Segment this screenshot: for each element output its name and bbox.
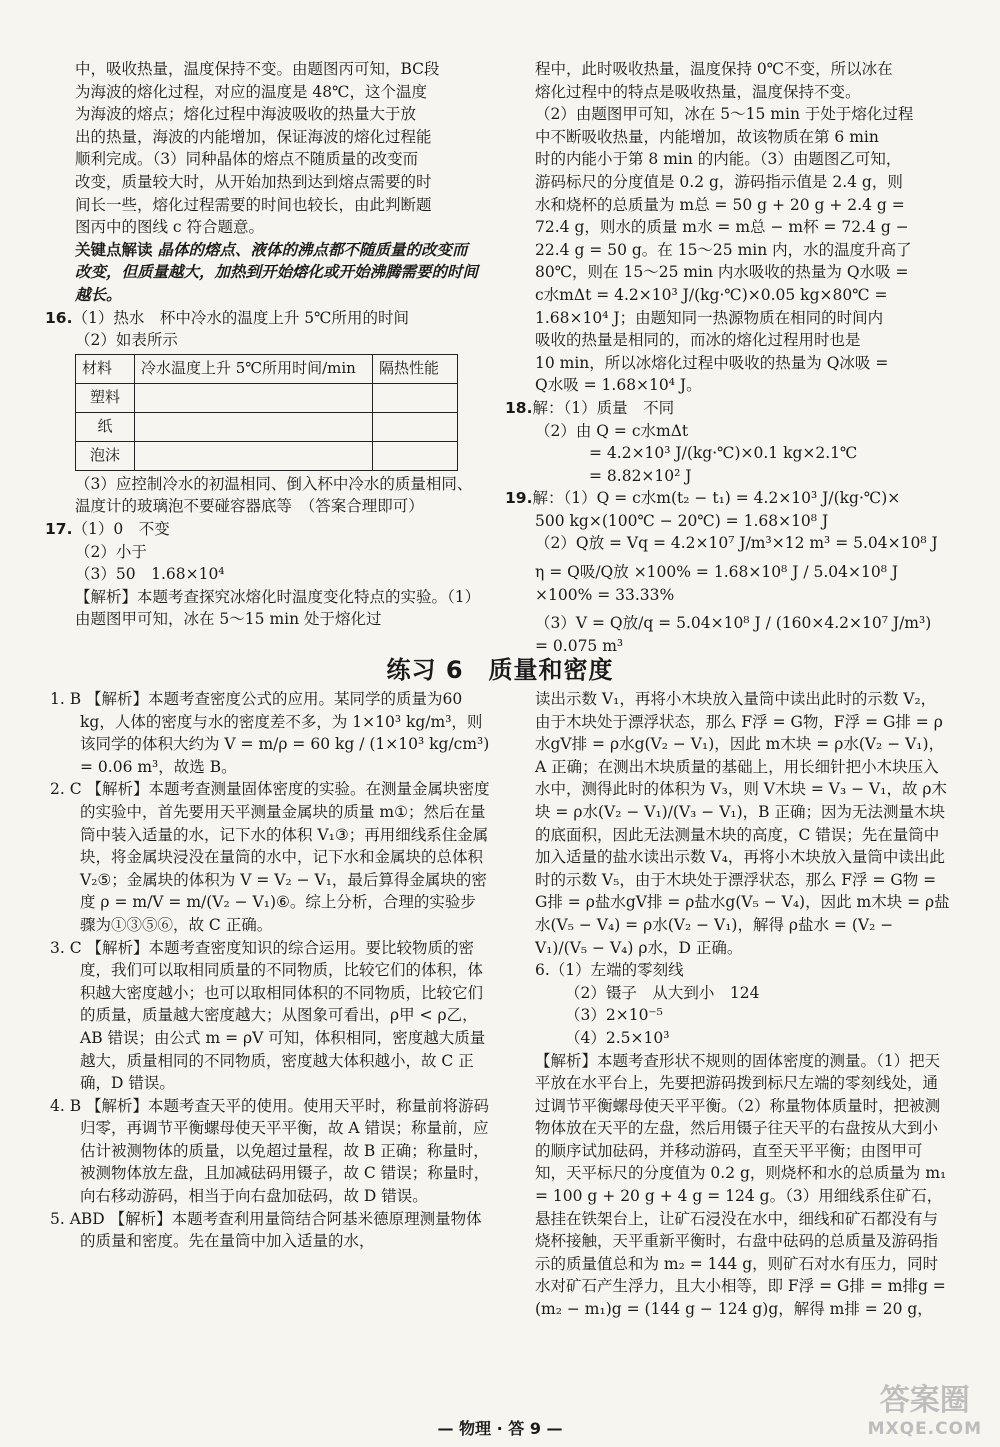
q19-number: 19. [505, 489, 533, 508]
page-footer: — 物理 · 答 9 — [437, 1419, 563, 1438]
text-line: 时的内能小于第 8 min 的内能。（3）由题图乙可知， [535, 150, 902, 169]
table-row [76, 383, 458, 412]
top-left-column [45, 58, 480, 631]
q19-efficiency: η = Q吸/Q放 ×100% = 1.68×10⁸ J / 5.04×10⁸ J ×100% = 33.33% [535, 563, 899, 604]
bottom-right-column [535, 688, 950, 1321]
table-cell: 纸 [76, 412, 135, 441]
q17-analysis: 【解析】本题考查探究冰熔化时温度变化特点的实验。（1）由题图甲可知，冰在 5～15 min 处于熔化过 [75, 587, 473, 629]
key-point [75, 239, 480, 307]
key-point-heading: 关键点解读 [75, 240, 153, 259]
q6-answer-2: （2）镊子 从大到小 124 [565, 983, 760, 1002]
table-header: 冷水温度上升 5℃所用时间/min [135, 354, 373, 383]
q16-number: 16. [45, 308, 73, 327]
text-line: 改变，质量较大时，从开始加热到达到熔点需要的时 [75, 172, 432, 191]
text-line: 80℃，则在 15～25 min 内水吸收的热量为 Q水吸 = [535, 263, 909, 282]
text-line: 中，吸收热量，温度保持不变。由题图丙可知，BC段 [75, 60, 440, 78]
question-18 [505, 397, 940, 487]
q18-answer-1: 18.解：（1）质量 不同 [505, 398, 675, 417]
insulation-table [75, 354, 458, 471]
bottom-left-column [50, 688, 490, 1253]
q16-answer-2: （2）如表所示 [75, 331, 178, 350]
q19-answer-4: （3）V = Q放/q = 5.04×10⁸ J / (160×4.2×10⁷ J/m³) = 0.075 m³ [535, 614, 932, 655]
text-line: 10 min，所以冰熔化过程中吸收的热量为 Q冰吸 = [535, 353, 889, 372]
question-3: 3. C 【解析】本题考查密度知识的综合运用。要比较物质的密度，我们可以取相同质量的不同物质，比较它们的体积，体积越大密度越小；也可以取相同体积的不同物质，比较它们的质量，质量越大密度越大；从图象可看出，ρ甲 < ρ乙，AB 错误；由公式 m = ρV 可知，体积相同，密度越大质量越大，质量相同的不同物质，密度越大体积越小，故 C 正确，D 错误。 [50, 938, 486, 1093]
text-line: 熔化过程中的特点是吸收热量，温度保持不变。 [535, 82, 861, 101]
q6-answer-4: （4）2.5×10³ [565, 1028, 670, 1047]
question-5: 5. ABD 【解析】本题考查利用量筒结合阿基米德原理测量物体的质量和密度。先在量筒中加入适量的水， [50, 1209, 482, 1251]
question-5-continued: 读出示数 V₁，再将小木块放入量筒中读出此时的示数 V₂，由于木块处于漂浮状态，那么 F浮 = G物，F浮 = G排 = ρ水gV排 = ρ水g(V₂ − V₁)，因此 m木块 = ρ水(V₂ − V₁)，A 正确；在测出木块质量的基础上，用长细针把小木块压入水中，测得此时的体积为 V₃，则 V木块 = V₃ − V₁，故 ρ木块 = ρ水(V₂ − V₁)/(V₃ − V₁)，B 正确；因为无法测量木块的底面积，因此无法测量木块的高度，C 错误；先在量筒中加入适量的盐水读出示数 V₄，再将小木块放入量筒中读出此时的示数 V₅，由于木块处于漂浮状态，那么 F浮 = G物 = G排 = ρ盐水gV排 = ρ盐水g(V₅ − V₄)，因此 m木块 = ρ盐水(V₅ − V₄) = ρ水(V₂ − V₁)，解得 ρ盐水 = (V₂ − V₁)/(V₅ − V₄) ρ水，D 正确。 [535, 690, 950, 957]
text-line: 游码标尺的分度值是 0.2 g，游码指示值是 2.4 g，则 [535, 172, 903, 191]
text-line: 为海波的熔点；熔化过程中海波吸收的热量大于放 [75, 105, 417, 124]
text-line: 间长一些，熔化过程需要的时间也较长，由此判断题 [75, 195, 432, 214]
q18-number: 18. [505, 398, 533, 417]
table-header-row [76, 354, 458, 383]
text-line: 出的热量，海波的内能增加，保证海波的熔化过程能 [75, 127, 432, 146]
table-row [76, 441, 458, 470]
question-19 [505, 487, 940, 657]
text-line: 1.68×10⁴ J；由题知同一热源物质在相同的时间内 [535, 308, 884, 327]
table-header: 隔热性能 [373, 354, 458, 383]
q19-answer-1: 19.解：（1）Q = c水m(t₂ − t₁) = 4.2×10³ J/(kg·℃)× [505, 489, 901, 508]
q17-answer-1: 17.（1）0 不变 [45, 519, 170, 538]
q6-analysis: 【解析】本题考查形状不规则的固体密度的测量。（1）把天平放在水平台上，先要把游码拨到标尺左端的零刻线处，通过调节平衡螺母使天平平衡。（2）称量物体质量时，把被测物体放在天平的左盘，然后用镊子往天平的右盘按从大到小的顺序试加砝码，并移动游码，直至天平平衡；由图甲可知，天平标尺的分度值为 0.2 g，则烧杯和水的总质量为 m₁ = 100 g + 20 g + 4 g = 124 g。（3）用细线系住矿石，悬挂在铁架台上，让矿石浸没在水中，细线和矿石都没有与烧杯接触，天平重新平衡时，右盘中砝码的总质量及游码指示的质量值总和为 m₂ = 144 g，则矿石对水有压力，同时水对矿石产生浮力，且大小相等，即 F浮 = G排 = m排g = (m₂ − m₁)g = (144 g − 124 g)g，解得 m排 = 20 g， [535, 1051, 947, 1319]
q17-number: 17. [45, 519, 73, 538]
q6-answer-3: （3）2×10⁻⁵ [565, 1006, 663, 1025]
text-line: 22.4 g = 50 g。在 15～25 min 内，水的温度升高了 [535, 240, 912, 259]
question-2: 2. C 【解析】本题考查测量固体密度的实验。在测量金属块密度的实验中，首先要用天平测量金属块的质量 m①；然后在量筒中装入适量的水，记下水的体积 V₁③；再用细线系住金属块，将金属块浸没在量筒的水中，记下水和金属块的总体积 V₂⑤；金属块的体积为 V = V₂ − V₁，最后算得金属块的密度 ρ = m/V = m/(V₂ − V₁)⑥。综上分析，合理的实验步骤为①③⑤⑥，故 C 正确。 [50, 780, 490, 934]
table-row [76, 412, 458, 441]
text-line: 图丙中的图线 c 符合题意。 [75, 218, 265, 237]
watermark-logo [868, 1375, 982, 1439]
q19-answer-1b: 500 kg×(100℃ − 20℃) = 1.68×10⁸ J [535, 511, 829, 530]
table-cell: 泡沫 [76, 441, 135, 470]
text-line: （2）由题图甲可知，冰在 5～15 min 于处于熔化过程 [535, 105, 914, 124]
q18-formula-1: = 4.2×10³ J/(kg·℃)×0.1 kg×2.1℃ [589, 444, 858, 463]
text-line: c水mΔt = 4.2×10³ J/(kg·℃)×0.05 kg×80℃ = [535, 285, 888, 304]
question-16 [45, 307, 480, 518]
question-6 [535, 959, 950, 1321]
key-point-text: 晶体的熔点、液体的沸点都不随质量的改变而改变，但质量越大，加热到开始熔化或开始沸腾需要的时间越长。 [75, 239, 479, 304]
top-right-column [505, 58, 940, 663]
q16-answer-3: （3）应控制冷水的初温相同、倒入杯中冷水的质量相同、温度计的玻璃泡不要碰容器底等 （答案合理即可） [75, 474, 473, 516]
question-17 [45, 518, 480, 631]
question-4: 4. B 【解析】本题考查天平的使用。使用天平时，称量前将游码归零，再调节平衡螺母使天平平衡，故 A 错误；称量前，应估计被测物体的质量，以免超过量程，故 B 正确；称量时，被测物体放左盘，且加减砝码用镊子，故 C 错误；称量时，向右移动游码，相当于向右盘加砝码，故 D 错误。 [50, 1096, 490, 1206]
text-line: 顺利完成。（3）同种晶体的熔点不随质量的改变而 [75, 150, 419, 169]
text-line: 中不断吸收热量，内能增加，故该物质在第 6 min [535, 127, 879, 146]
watermark-title: 答案圈 [879, 1383, 970, 1418]
text-line: 72.4 g，则水的质量 m水 = m总 − m杯 = 72.4 g − [535, 218, 909, 237]
q16-table-wrap [45, 354, 480, 471]
question-1: 1. B 【解析】本题考查密度公式的应用。某同学的质量为60 kg，人体的密度与水的密度差不多，为 1×10³ kg/m³，则该同学的体积大约为 V = m/ρ = 60 kg / (1×10³ kg/cm³) = 0.06 m³，故选 B。 [50, 690, 490, 776]
q19-answer-2: （2）Q放 = Vq = 4.2×10⁷ J/m³×12 m³ = 5.04×10⁸ J [535, 534, 938, 553]
text-line: 吸收的热量是相同的，而冰的熔化过程用时也是 [535, 331, 861, 350]
text-line: 水和烧杯的总质量为 m总 = 50 g + 20 g + 2.4 g = [535, 195, 905, 214]
watermark-url: MXQE.COM [867, 1419, 982, 1439]
q6-answer-1: 6.（1）左端的零刻线 [535, 961, 684, 980]
table-cell: 塑料 [76, 383, 135, 412]
text-line: 程中，此时吸收热量，温度保持 0℃不变，所以冰在 [535, 60, 893, 78]
section-title: 练习 6 质量和密度 [386, 656, 614, 684]
q18-formula-2: = 8.82×10² J [589, 466, 692, 485]
q17-answer-2: （2）小于 [75, 542, 147, 561]
q18-answer-2: （2）由 Q = c水mΔt [535, 421, 689, 440]
text-line: Q水吸 = 1.68×10⁴ J。 [535, 376, 702, 395]
table-header: 材料 [76, 354, 135, 383]
text-line: 为海波的熔化过程，对应的温度是 48℃，这个温度 [75, 82, 427, 101]
q17-answer-3: （3）50 1.68×10⁴ [75, 565, 225, 584]
q16-answer-1: 16.（1）热水 杯中冷水的温度上升 5℃所用的时间 [45, 308, 409, 327]
